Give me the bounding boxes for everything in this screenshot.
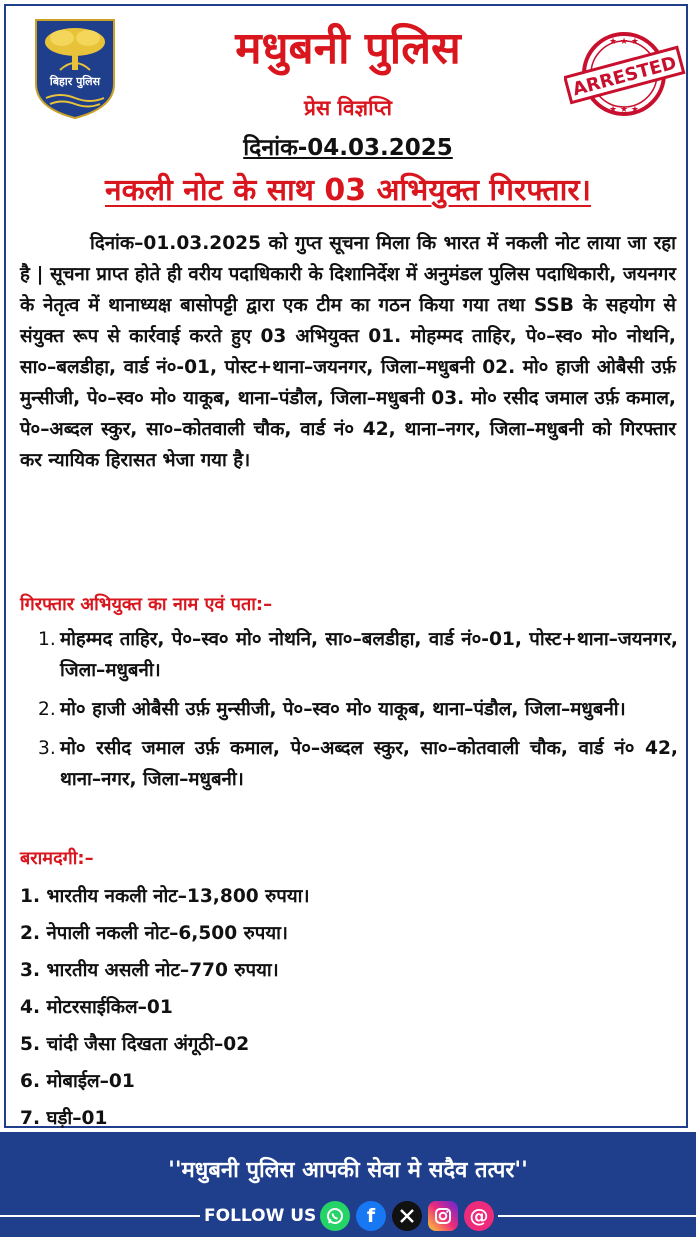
accused-item-number: 2.: [38, 699, 56, 720]
accused-item-text: मो० हाजी ओबैसी उर्फ़ मुन्सीजी, पे०–स्व० मो० याकूब, थाना–पंडौल, जिला–मधुबनी।: [60, 699, 626, 720]
recovery-item: 1. भारतीय नकली नोट–13,800 रुपया।: [20, 886, 310, 907]
recovery-item: 7. घड़ी–01: [20, 1108, 108, 1129]
recovery-item: 5. चांदी जैसा दिखता अंगूठी–02: [20, 1034, 250, 1055]
facebook-icon[interactable]: f: [356, 1201, 386, 1231]
body-paragraph: दिनांक–01.03.2025 को गुप्त सूचना मिला कि भारत में नकली नोट लाया जा रहा है | सूचना प्राप्त होते ही वरीय पदाधिकारी के दिशानिर्देश में अनुमंडल पुलिस पदाधिकारी, जयनगर के नेतृत्व में थानाध्यक्ष बासोपट्टी द्वारा एक टीम का गठन किया गया तथा SSB के सहयोग से संयुक्त रूप से कार्रवाई करते हुए 03 अभियुक्त 01. मोहम्मद ताहिर, पे०–स्व० मो० नोथनि, सा०–बलडीहा, वार्ड नं०-01, पोस्ट+थाना–जयनगर, जिला–मधुबनी 02. मो० हाजी ओबैसी उर्फ़ मुन्सीजी, पे०–स्व० मो० याकूब, थाना–पंडौल, जिला–मधुबनी 03. मो० रसीद जमाल उर्फ़ कमाल, पे०–अब्दल स्कुर, सा०–कोतवाली चौक, वार्ड नं० 42, थाना–नगर, जिला–मधुबनी को गिरफ्तार कर न्यायिक हिरासत भेजा गया है।: [20, 233, 676, 471]
accused-item: [38, 694, 678, 725]
accused-item-text: मो० रसीद जमाल उर्फ़ कमाल, पे०–अब्दल स्कुर, सा०–कोतवाली चौक, वार्ड नं० 42, थाना–नगर, जिला–मधुबनी।: [60, 738, 678, 790]
accused-item: [38, 624, 678, 686]
recovery-section-title: बरामदगी:–: [20, 848, 94, 869]
logo-caption: बिहार पुलिस: [49, 75, 101, 88]
release-date: दिनांक-04.03.2025: [243, 135, 453, 161]
svg-text:★ ★ ★: ★ ★ ★: [609, 105, 639, 115]
recovery-item: 4. मोटरसाईकिल–01: [20, 997, 173, 1018]
bihar-police-logo: [34, 18, 116, 120]
footer-divider-left: [0, 1215, 200, 1217]
accused-item-number: 1.: [38, 629, 56, 650]
recovery-list: [20, 878, 310, 1137]
instagram-icon[interactable]: [428, 1201, 458, 1231]
press-release-label: प्रेस विज्ञप्ति: [304, 96, 392, 120]
accused-list: [38, 624, 678, 803]
recovery-item: 3. भारतीय असली नोट–770 रुपया।: [20, 960, 279, 981]
footer-slogan: ''मधुबनी पुलिस आपकी सेवा मे सदैव तत्पर'': [168, 1158, 528, 1183]
x-icon[interactable]: [392, 1201, 422, 1231]
recovery-item: 6. मोबाईल–01: [20, 1071, 135, 1092]
threads-icon[interactable]: @: [464, 1201, 494, 1231]
arrested-stamp: [564, 30, 688, 118]
accused-item: [38, 733, 678, 795]
headline: नकली नोट के साथ 03 अभियुक्त गिरफ्तार।: [105, 173, 591, 208]
svg-text:★ ★ ★: ★ ★ ★: [609, 37, 639, 47]
follow-us-label: FOLLOW US: [204, 1206, 317, 1226]
org-title: मधुबनी पुलिस: [235, 23, 461, 74]
recovery-item: 2. नेपाली नकली नोट–6,500 रुपया।: [20, 923, 288, 944]
accused-section-title: गिरफ्तार अभियुक्त का नाम एवं पता:–: [20, 594, 273, 615]
whatsapp-icon[interactable]: [320, 1201, 350, 1231]
accused-item-number: 3.: [38, 738, 56, 759]
footer-banner: [0, 1132, 696, 1237]
accused-item-text: मोहम्मद ताहिर, पे०–स्व० मो० नोथनि, सा०–बलडीहा, वार्ड नं०-01, पोस्ट+थाना–जयनगर, जिला–मधुबनी।: [60, 629, 678, 681]
stamp-text: ARRESTED: [570, 52, 679, 101]
footer-divider-right: [498, 1215, 696, 1217]
